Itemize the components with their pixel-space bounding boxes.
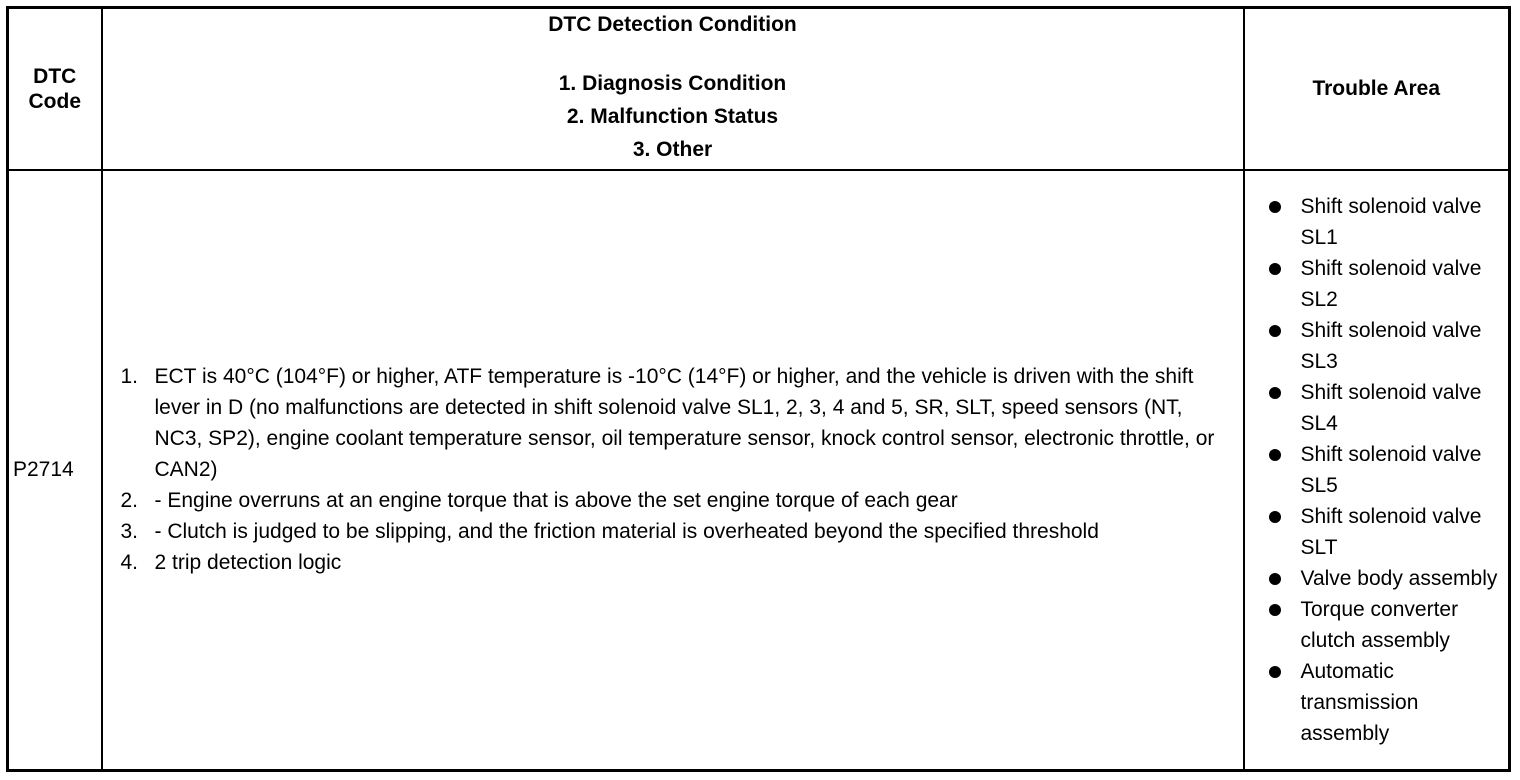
- trouble-area-text: Torque converter clutch assembly: [1300, 597, 1459, 652]
- bullet-icon: [1267, 563, 1301, 594]
- bullet-icon: [1267, 377, 1301, 439]
- condition-text: - Clutch is judged to be slipping, and the friction material is overheated beyond the specified threshold: [154, 520, 1099, 544]
- header-trouble-area-label: Trouble Area: [1312, 77, 1441, 101]
- header-dtc-code-label: DTC Code: [28, 64, 81, 113]
- table-header-row: [8, 8, 1510, 170]
- condition-item: [121, 547, 1229, 578]
- condition-number: 1.: [120, 365, 139, 389]
- trouble-area-item: [1267, 377, 1505, 439]
- header-trouble-area: [1244, 8, 1510, 170]
- condition-item: [121, 485, 1229, 516]
- bullet-icon: [1267, 439, 1301, 501]
- trouble-area-list: [1267, 191, 1505, 749]
- header-dtc-code: [8, 8, 102, 170]
- condition-text: - Engine overruns at an engine torque that is above the set engine torque of each gear: [154, 489, 958, 513]
- bullet-icon: [1267, 594, 1301, 656]
- trouble-area-text: Shift solenoid valve SL5: [1300, 442, 1482, 497]
- condition-list: [121, 361, 1229, 578]
- bullet-icon: [1267, 253, 1301, 315]
- detection-condition-cell: [102, 170, 1244, 771]
- trouble-area-item: [1267, 501, 1505, 563]
- bullet-icon: [1267, 315, 1301, 377]
- condition-text: ECT is 40°C (104°F) or higher, ATF temperature is -10°C (14°F) or higher, and the vehicle is driven with the shift lever in D (no malfunctions are detected in shift solenoid valve SL1, 2, 3, 4 and 5, SR, SLT, speed sensors (NT, NC3, SP2), engine coolant temperature sensor, oil temperature sensor, knock control sensor, electronic throttle, or CAN2): [154, 365, 1215, 482]
- table-row: [8, 170, 1510, 771]
- header-detection-condition: [102, 8, 1244, 170]
- trouble-area-item: [1267, 563, 1505, 594]
- trouble-area-item: [1267, 594, 1505, 656]
- dtc-table: [6, 6, 1511, 772]
- trouble-area-item: [1267, 191, 1505, 253]
- trouble-area-text: Shift solenoid valve SL2: [1300, 256, 1482, 311]
- condition-number: 3.: [120, 520, 139, 544]
- header-condition-item: 3. Other: [632, 137, 713, 161]
- trouble-area-text: Shift solenoid valve SL1: [1300, 194, 1482, 249]
- condition-number: 2.: [120, 489, 139, 513]
- condition-item: [121, 516, 1229, 547]
- trouble-area-item: [1267, 439, 1505, 501]
- trouble-area-item: [1267, 253, 1505, 315]
- condition-text: 2 trip detection logic: [154, 551, 342, 575]
- bullet-icon: [1267, 501, 1301, 563]
- condition-item: [121, 361, 1229, 485]
- header-condition-item: 1. Diagnosis Condition: [558, 71, 787, 95]
- condition-number: 4.: [120, 551, 139, 575]
- bullet-icon: [1267, 191, 1301, 253]
- trouble-area-text: Valve body assembly: [1300, 566, 1498, 590]
- trouble-area-text: Shift solenoid valve SL4: [1300, 380, 1482, 435]
- trouble-area-text: Automatic transmission assembly: [1300, 659, 1419, 745]
- trouble-area-cell: [1244, 170, 1510, 771]
- dtc-code-cell: [8, 170, 102, 771]
- trouble-area-item: [1267, 656, 1505, 749]
- trouble-area-item: [1267, 315, 1505, 377]
- trouble-area-text: Shift solenoid valve SL3: [1300, 318, 1482, 373]
- header-condition-item: 2. Malfunction Status: [566, 104, 779, 128]
- dtc-code-value: P2714: [13, 458, 74, 482]
- bullet-icon: [1267, 656, 1301, 749]
- header-condition-title: DTC Detection Condition: [548, 12, 797, 36]
- trouble-area-text: Shift solenoid valve SLT: [1300, 504, 1482, 559]
